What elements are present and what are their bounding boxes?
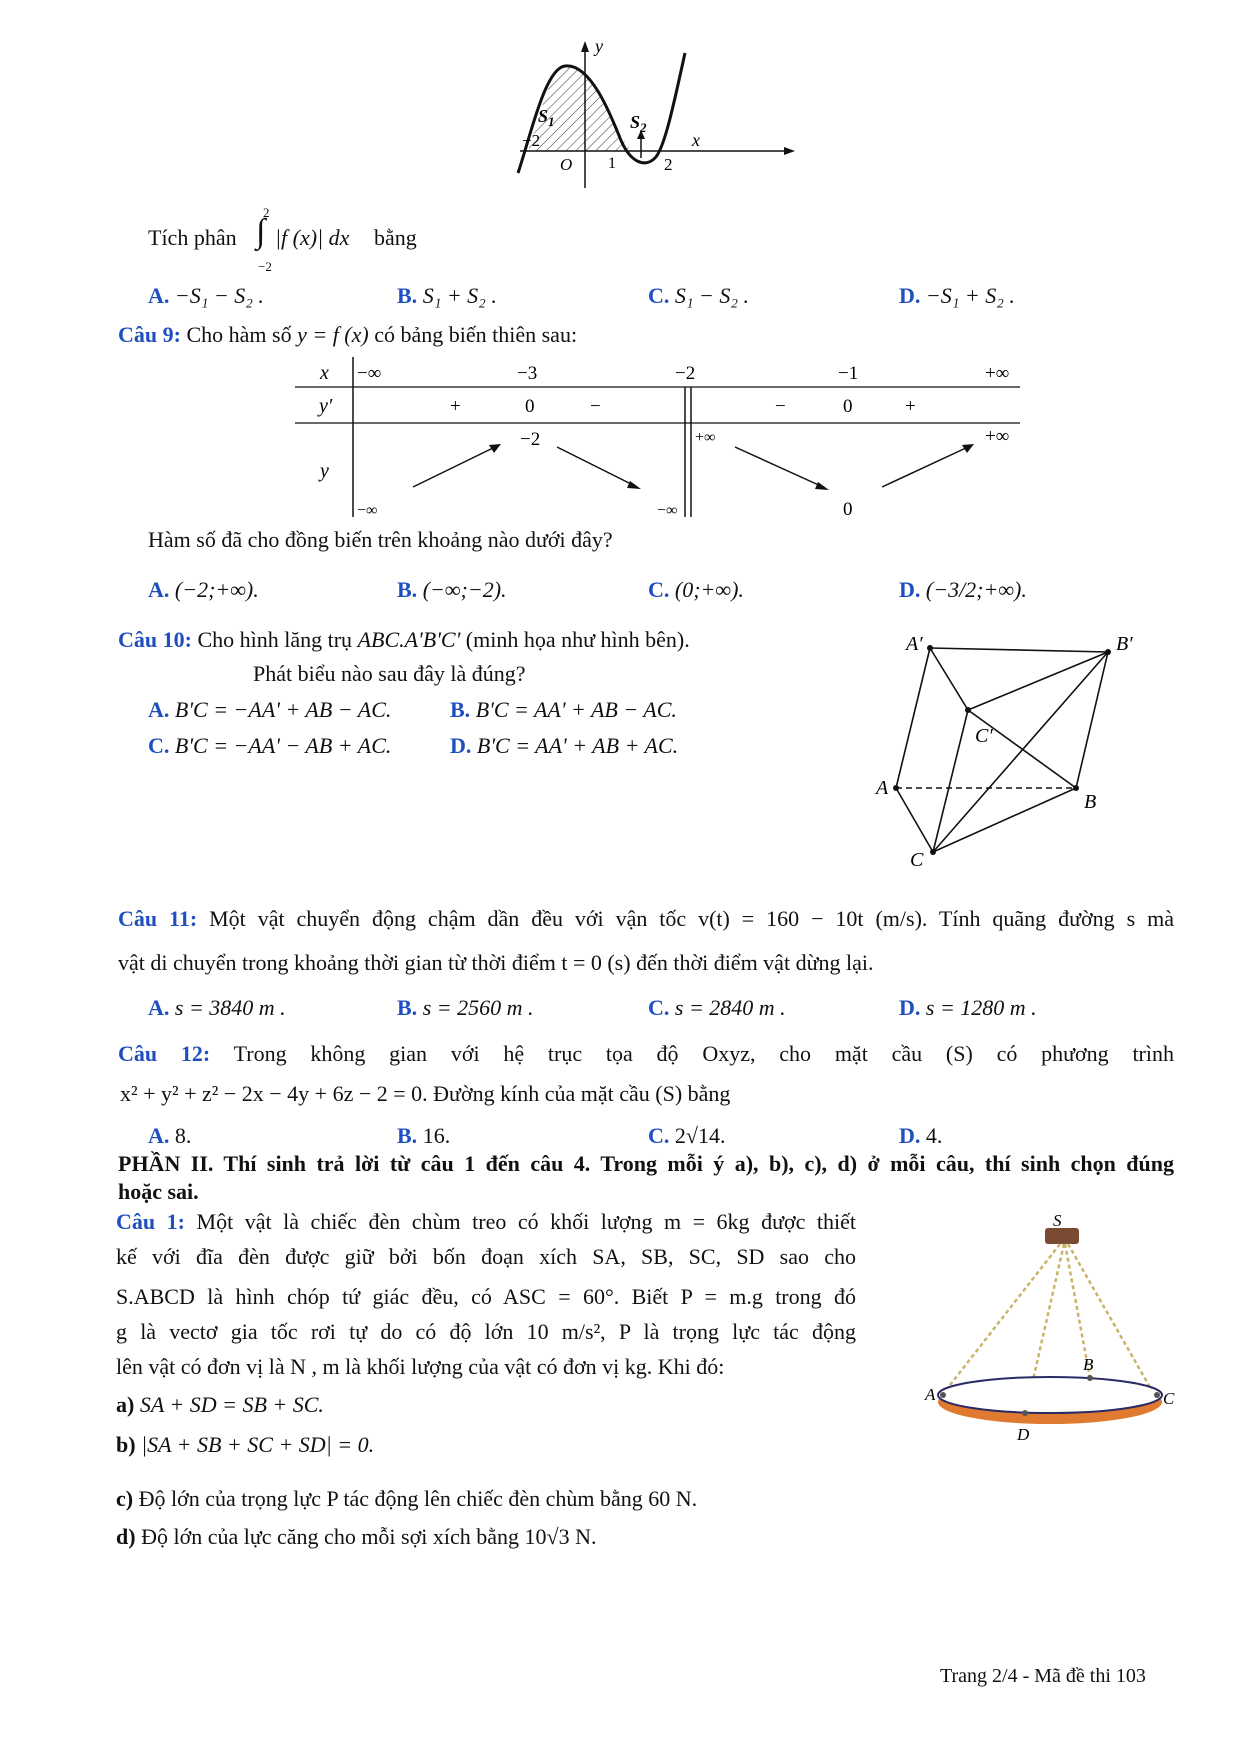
- s2-label: $S_2$: [630, 112, 647, 135]
- p2q1-line5: lên vật có đơn vị là N , m là khối lượng của vật có đơn vị kg. Khi đó:: [116, 1354, 725, 1379]
- q9-stem: Câu 9: Cho hàm số y = f (x) có bảng biến thiên sau:: [118, 322, 578, 347]
- table-x-neg3: −3: [517, 363, 538, 384]
- q12-line1: Câu 12: Trong không gian với hệ trục tọa độ Oxyz, cho mặt cầu (S) có phương trình: [118, 1041, 1174, 1066]
- p2q1-item-a[interactable]: a) SA + SD = SB + SC.: [116, 1392, 324, 1417]
- table-yp-sign2: −: [590, 396, 601, 417]
- tick-2: 2: [664, 155, 673, 174]
- q11-line2: vật di chuyển trong khoảng thời gian từ thời điểm t = 0 (s) đến thời điểm vật dừng lại.: [118, 950, 874, 975]
- tick-origin: O: [560, 155, 573, 174]
- q9-label: Câu 9:: [118, 322, 181, 347]
- table-yp-label: y′: [319, 395, 333, 417]
- label-c-prime: C′: [975, 725, 993, 747]
- q9-option-b[interactable]: B. (−∞;−2).: [397, 577, 507, 602]
- label-a-chandelier: A: [925, 1385, 936, 1404]
- p2q1-line3: S.ABCD là hình chóp tứ giác đều, có ASC = 60°. Biết P = m.g trong đó: [116, 1284, 856, 1309]
- table-yp-sign1: +: [450, 396, 461, 417]
- table-x-posinf: +∞: [985, 363, 1010, 384]
- label-s: S: [1053, 1211, 1062, 1230]
- q10-option-d[interactable]: D. B'C = AA' + AB + AC.: [450, 733, 679, 758]
- table-x-neg1: −1: [838, 363, 859, 384]
- p2q1-item-d[interactable]: d) Độ lớn của lực căng cho mỗi sợi xích bằng 10√3 N.: [116, 1524, 597, 1549]
- label-a: A: [876, 777, 889, 799]
- q10-option-b[interactable]: B. B'C = AA' + AB − AC.: [450, 697, 677, 722]
- prism-figure: [876, 630, 1140, 871]
- q12-option-d[interactable]: D. 4.: [899, 1123, 943, 1148]
- q8-lower-limit: −2: [258, 259, 272, 274]
- q8-option-d[interactable]: D. −S₁ + S₂ .: [899, 283, 1015, 308]
- p2q1-item-c[interactable]: c) Độ lớn của trọng lực P tác động lên chiếc đèn chùm bằng 60 N.: [116, 1486, 698, 1511]
- table-x-label: x: [320, 362, 329, 384]
- q11-option-b[interactable]: B. s = 2560 m .: [397, 995, 534, 1020]
- q10-option-c[interactable]: C. B'C = −AA' − AB + AC.: [148, 733, 392, 758]
- q11-line1: Câu 11: Một vật chuyển động chậm dần đều với vận tốc v(t) = 160 − 10t (m/s). Tính quãng đường s mà: [118, 906, 1174, 931]
- q10-stem: Câu 10: Cho hình lăng trụ ABC.A'B'C' (minh họa như hình bên).: [118, 627, 690, 652]
- table-y-neginf-right: −∞: [657, 502, 678, 519]
- table-yp-sign3: −: [775, 396, 786, 417]
- table-yp-sign4: +: [905, 396, 916, 417]
- table-y-max: −2: [520, 429, 541, 450]
- chandelier-figure: [925, 1210, 1175, 1460]
- x-axis-label: x: [692, 130, 700, 150]
- label-b: B: [1084, 791, 1097, 813]
- q9-option-c[interactable]: C. (0;+∞).: [648, 577, 744, 602]
- page-footer: Trang 2/4 - Mã đề thi 103: [940, 1665, 1146, 1687]
- part2-heading-line1: PHẦN II. Thí sinh trả lời từ câu 1 đến câu 4. Trong mỗi ý a), b), c), d) ở mỗi câu, thí sinh chọn đúng: [118, 1151, 1174, 1176]
- q8-option-c[interactable]: C. S₁ − S₂ .: [648, 283, 750, 308]
- p2q1-item-b[interactable]: b) |SA + SB + SC + SD| = 0.: [116, 1432, 375, 1457]
- q11-option-a[interactable]: A. s = 3840 m .: [148, 995, 286, 1020]
- q10-label: Câu 10:: [118, 627, 192, 652]
- table-y-posinf-right: +∞: [985, 426, 1010, 447]
- q9-option-a[interactable]: A. (−2;+∞).: [148, 577, 259, 602]
- q8-option-b[interactable]: B. S₁ + S₂ .: [397, 283, 497, 308]
- q9-function: y = f (x): [297, 322, 369, 347]
- label-d-chandelier: D: [1017, 1425, 1030, 1444]
- q8-upper-limit: 2: [263, 205, 270, 220]
- q10-prism: ABC.A'B'C': [357, 627, 461, 652]
- table-yp-zero1: 0: [525, 396, 535, 417]
- q12-option-a[interactable]: A. 8.: [148, 1123, 192, 1148]
- q9-question: Hàm số đã cho đồng biến trên khoảng nào dưới đây?: [148, 527, 613, 552]
- table-yp-zero2: 0: [843, 396, 853, 417]
- y-axis-label: y: [595, 36, 603, 56]
- q12-option-b[interactable]: B. 16.: [397, 1123, 451, 1148]
- table-y-neginf-left: −∞: [357, 502, 378, 519]
- table-y-label: y: [320, 460, 329, 482]
- q12-line2: x² + y² + z² − 2x − 4y + 6z − 2 = 0. Đường kính của mặt cầu (S) bằng: [120, 1081, 731, 1106]
- table-y-posinf-left: +∞: [695, 429, 716, 446]
- q10-question: Phát biểu nào sau đây là đúng?: [253, 661, 526, 686]
- q12-option-c[interactable]: C. 2√14.: [648, 1123, 726, 1148]
- table-x-neginf: −∞: [357, 363, 382, 384]
- q8-prompt: Tích phân: [148, 225, 237, 250]
- q11-option-d[interactable]: D. s = 1280 m .: [899, 995, 1037, 1020]
- label-a-prime: A′: [906, 633, 923, 655]
- tick-1: 1: [608, 155, 616, 172]
- q9-option-d[interactable]: D. (−3/2;+∞).: [899, 577, 1027, 602]
- q10-option-a[interactable]: A. B'C = −AA' + AB − AC.: [148, 697, 392, 722]
- p2q1-line2: kế với đĩa đèn được giữ bởi bốn đoạn xích SA, SB, SC, SD sao cho: [116, 1244, 856, 1269]
- s1-label: $S_1$: [538, 106, 555, 129]
- variation-table: [295, 355, 1020, 520]
- label-c-chandelier: C: [1163, 1389, 1175, 1408]
- p2q1-line4: g là vectơ gia tốc rơi tự do có độ lớn 10 m/s², P là trọng lực tác động: [116, 1319, 856, 1344]
- p2q1-line1: Câu 1: Một vật là chiếc đèn chùm treo có khối lượng m = 6kg được thiết: [116, 1209, 857, 1234]
- table-x-neg2: −2: [675, 363, 696, 384]
- label-b-chandelier: B: [1083, 1355, 1094, 1374]
- function-graph: [520, 38, 800, 198]
- q8-suffix: bằng: [374, 225, 417, 250]
- tick-neg2: −2: [522, 131, 541, 150]
- label-b-prime: B′: [1116, 633, 1133, 655]
- q8-integrand: |f (x)| dx: [275, 225, 350, 250]
- ceiling-mount: [1045, 1228, 1079, 1244]
- q11-option-c[interactable]: C. s = 2840 m .: [648, 995, 786, 1020]
- integral-sign: ∫: [256, 213, 266, 250]
- table-y-min: 0: [843, 499, 853, 520]
- q8-option-a[interactable]: A. −S₁ − S₂ .: [148, 283, 264, 308]
- part2-heading-line2: hoặc sai.: [118, 1179, 199, 1204]
- label-c: C: [910, 849, 924, 871]
